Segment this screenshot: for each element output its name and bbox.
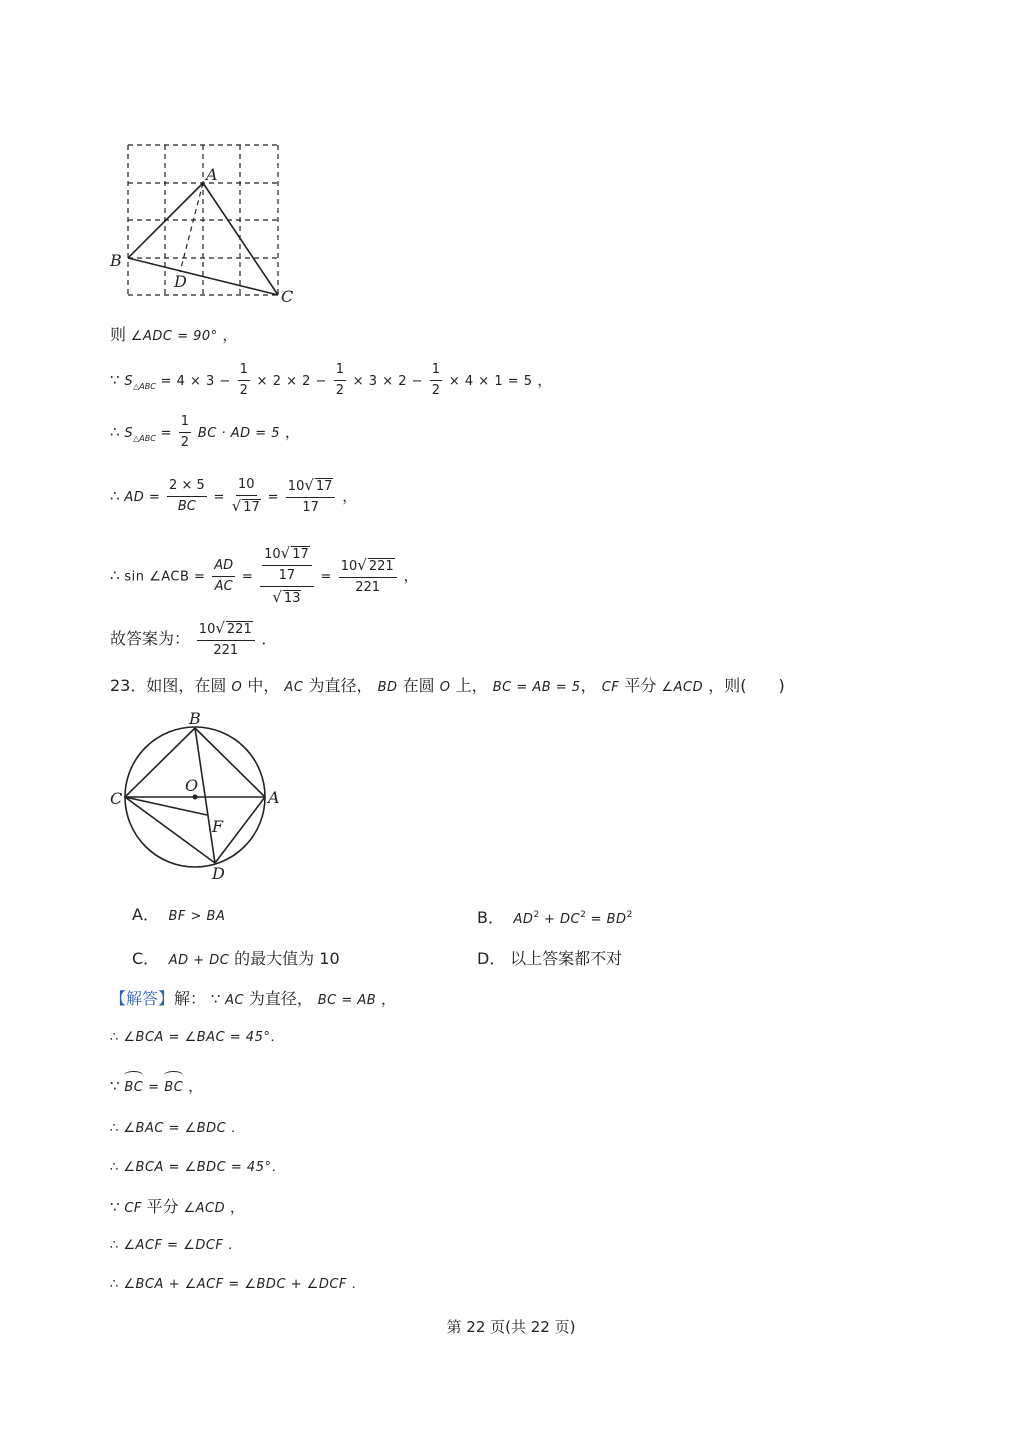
label-D: D: [212, 864, 225, 883]
label-A: A: [206, 165, 218, 184]
sol-line-1: 则 ∠ADC = 90° ，: [110, 325, 238, 344]
circle-figure: [100, 705, 290, 885]
page-footer: 第 22 页(共 22 页): [446, 1318, 576, 1336]
sol-line-5: ∴ sin ∠ACB = $\frac{AD}{AC}$ = $\frac{\frac{10√ 17}{17}}{√ 13}$ = $\frac{10√ 221}{221}$ ，: [110, 544, 419, 606]
label-A: A: [268, 788, 280, 807]
option-d: D． 以上答案都不对: [477, 949, 623, 968]
solution-line-3: ∵ BC = BC ，: [110, 1076, 203, 1098]
arc-bc-left: BC: [124, 1078, 143, 1098]
solution-line-2: ∴ ∠BCA = ∠BAC = 45°．: [110, 1030, 284, 1045]
option-b: B． $AD^2 + DC^2 = BD^2$: [477, 908, 633, 927]
solution-line-8: ∴ ∠BCA + ∠ACF = ∠BDC + ∠DCF ．: [110, 1277, 366, 1292]
label-B: B: [110, 251, 122, 270]
arc-bc-right: BC: [164, 1078, 183, 1098]
center-point: [193, 795, 198, 800]
solution-line-5: ∴ ∠BCA = ∠BDC = 45°．: [110, 1160, 285, 1175]
solution-line-1: 【解答】解： ∵ AC 为直径， BC = AB ，: [110, 989, 396, 1008]
grid-triangle-figure: [100, 135, 310, 310]
label-O: O: [185, 776, 199, 795]
answer-line: 故答案为： $\frac{10√ 221}{221}$ ．: [110, 619, 277, 658]
sol-line-4: ∴ AD = $\frac{2 \times 5}{BC}$ = $\frac{10}{√ 17}$ = $\frac{10√ 17}{17}$ ，: [110, 476, 358, 515]
option-a: A． BF > BA: [132, 905, 226, 924]
label-B: B: [189, 709, 201, 728]
label-C: C: [110, 789, 123, 808]
solution-tag: 【解答】: [110, 989, 175, 1008]
label-F: F: [212, 817, 224, 836]
label-D: D: [174, 272, 187, 291]
sol-line-2: ∵ $S_{\triangle ABC} = 4 \times 3$ − $\frac{1}{2}$ × 2 × 2 − $\frac{1}{2}$ × 3 × 2 − $\frac{1}{2}$ × 4 × 1 = 5 ，: [110, 362, 553, 398]
label-C: C: [281, 287, 294, 306]
altitude-AD: [180, 183, 203, 272]
option-c: C． AD + DC 的最大值为 10: [132, 949, 340, 968]
question-23: 23．如图，在圆 O 中， AC 为直径， BD 在圆 O 上， BC = AB = 5， CF 平分 ∠ACD ，则( ): [110, 676, 785, 695]
dashed-grid: [128, 145, 278, 295]
solution-line-4: ∴ ∠BAC = ∠BDC ．: [110, 1121, 245, 1136]
sol-line-3: ∴ $S_{\triangle ABC}$ = $\frac{1}{2}$ BC · AD = 5 ，: [110, 414, 300, 450]
solution-line-7: ∴ ∠ACF = ∠DCF ．: [110, 1238, 242, 1253]
solution-line-6: ∵ CF 平分 ∠ACD ，: [110, 1197, 245, 1216]
